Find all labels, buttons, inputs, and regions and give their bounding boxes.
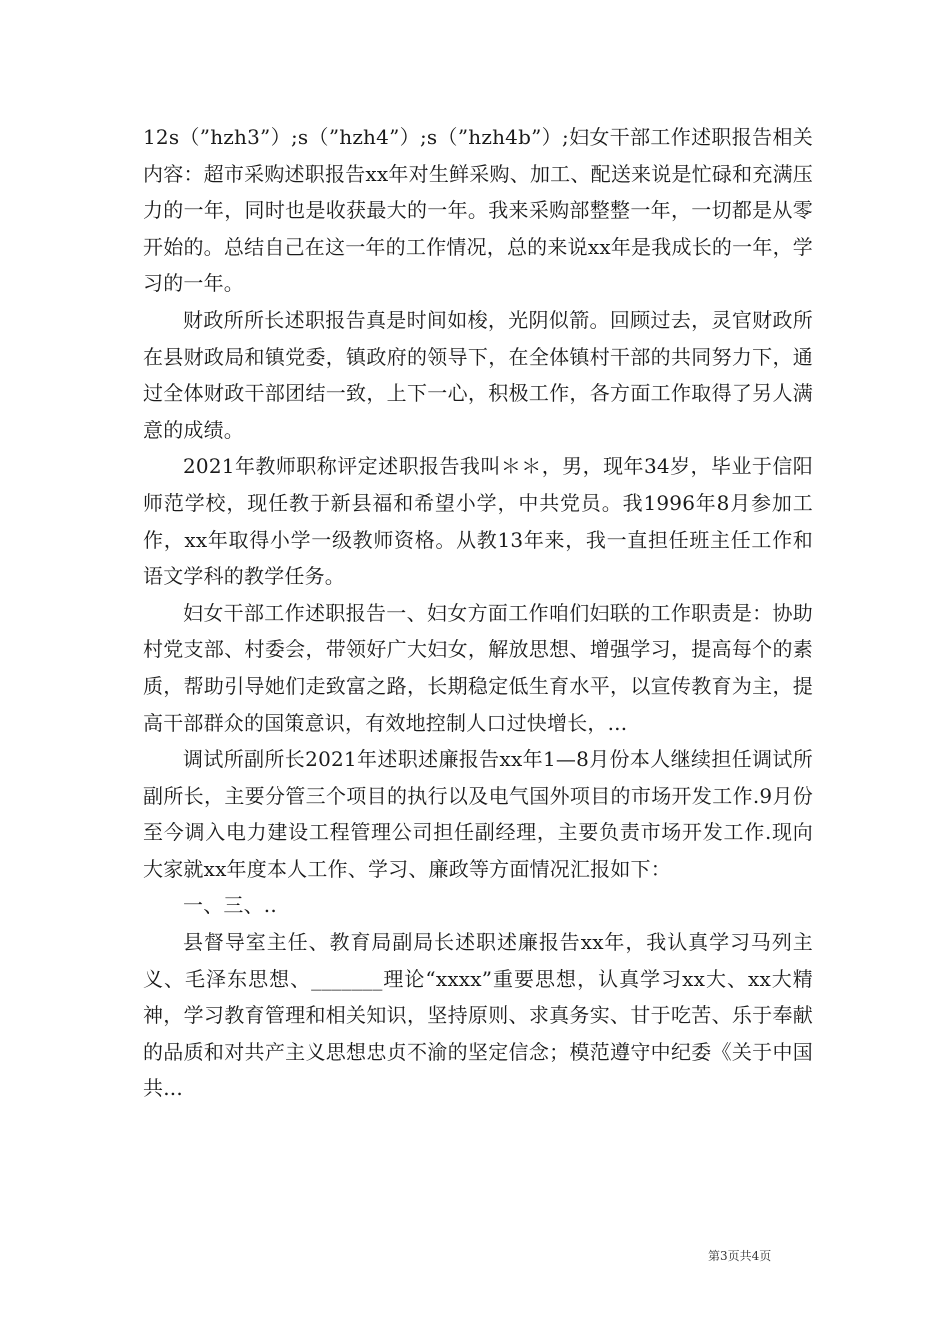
paragraph-3: 2021年教师职称评定述职报告我叫＊＊，男，现年34岁，毕业于信阳师范学校，现任教于新县福和希望小学，中共党员。我1996年8月参加工作，xx年取得小学一级教师资格。从教13年来，我一直担任班主任工作和语文学科的教学任务。	[143, 454, 813, 589]
paragraph-5: 调试所副所长2021年述职述廉报告xx年1—8月份本人继续担任调试所副所长，主要分管三个项目的执行以及电气国外项目的市场开发工作.9月份至今调入电力建设工程管理公司担任副经理，主要负责市场开发工作.现向大家就xx年度本人工作、学习、廉政等方面情况汇报如下：	[143, 747, 813, 881]
document-body	[143, 119, 813, 1107]
paragraph-7: 县督导室主任、教育局副局长述职述廉报告xx年，我认真学习马列主义、毛泽东思想、_______理论“xxxx”重要思想，认真学习xx大、xx大精神，学习教育管理和相关知识，坚持原则、求真务实、甘于吃苦、乐于奉献的品质和对共产主义思想忠贞不渝的坚定信念；模范遵守中纪委《关于中国共...	[143, 930, 813, 1101]
paragraph-4: 妇女干部工作述职报告一、妇女方面工作咱们妇联的工作职责是：协助村党支部、村委会，带领好广大妇女，解放思想、增强学习，提高每个的素质，帮助引导她们走致富之路，长期稳定低生育水平，以宣传教育为主，提高干部群众的国策意识，有效地控制人口过快增长，...	[143, 600, 813, 735]
paragraph-2: 财政所所长述职报告真是时间如梭，光阴似箭。回顾过去，灵官财政所在县财政局和镇党委，镇政府的领导下，在全体镇村干部的共同努力下，通过全体财政干部团结一致，上下一心，积极工作，各方面工作取得了另人满意的成绩。	[143, 307, 813, 442]
paragraph-6: 一、三、..	[183, 893, 277, 918]
paragraph-1: 12s（”hzh3”）;s（”hzh4”）;s（”hzh4b”）;妇女干部工作述职报告相关内容：超市采购述职报告xx年对生鲜采购、加工、配送来说是忙碌和充满压力的一年，同时也是收获最大的一年。我来采购部整整一年，一切都是从零开始的。总结自己在这一年的工作情况，总的来说xx年是我成长的一年，学习的一年。	[143, 125, 813, 296]
page-number: 第3页共4页	[708, 1249, 772, 1263]
